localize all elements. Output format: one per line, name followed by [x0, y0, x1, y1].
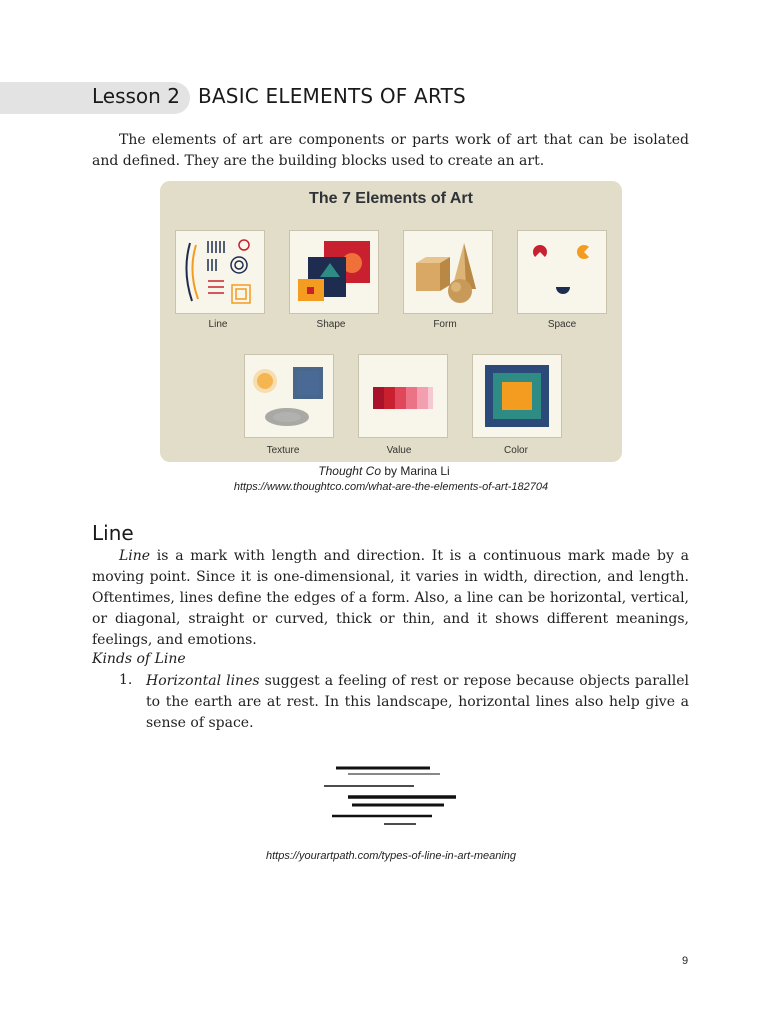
credit-author: by Marina Li	[381, 464, 450, 478]
form-label: Form	[433, 319, 457, 330]
lesson-label: Lesson 2	[92, 84, 180, 108]
line-illustration	[176, 231, 264, 313]
shape-label: Shape	[316, 319, 346, 330]
texture-label: Texture	[266, 445, 300, 456]
infographic-url: https://www.thoughtco.com/what-are-the-elements-of-art-182704	[233, 481, 549, 493]
credit-source: Thought Co	[318, 464, 381, 478]
space-illustration	[518, 231, 606, 313]
kinds-label: Kinds of Line	[92, 651, 186, 667]
list-number: 1.	[119, 672, 133, 688]
color-label: Color	[504, 445, 528, 456]
form-illustration	[404, 231, 492, 313]
figure-url: https://yourartpath.com/types-of-line-in-art-meaning	[265, 850, 517, 862]
value-tile	[358, 354, 448, 438]
elements-infographic	[160, 181, 622, 462]
value-label: Value	[386, 445, 412, 456]
horizontal-lines-figure	[318, 760, 463, 830]
line-tile	[175, 230, 265, 314]
line-paragraph	[92, 546, 689, 651]
texture-illustration	[245, 355, 333, 437]
form-tile	[403, 230, 493, 314]
page-title: BASIC ELEMENTS OF ARTS	[198, 84, 466, 108]
color-illustration	[473, 355, 561, 437]
line-definition: is a mark with length and direction. It is a continuous mark made by a moving point. Since it is one-dimensional, it varies in width, direction, and length. Oftentimes, lines define the edges of a form. Also, a line can be horizontal, vertical, or diagonal, straight or curved, thick or thin, and it shows different meanings, feelings, and emotions.	[92, 548, 689, 648]
value-illustration	[359, 355, 447, 437]
shape-tile	[289, 230, 379, 314]
texture-tile	[244, 354, 334, 438]
color-tile	[472, 354, 562, 438]
image-credit	[0, 464, 768, 478]
page-number: 9	[682, 955, 689, 967]
shape-illustration	[290, 231, 378, 313]
intro-paragraph: The elements of art are components or parts work of art that can be isolated and defined. They are the building blocks used to create an art.	[92, 132, 689, 169]
infographic-title: The 7 Elements of Art	[309, 190, 473, 207]
list-item-text: suggest a feeling of rest or repose because objects parallel to the earth are at rest. In this landscape, horizontal lines also help give a sense of space.	[146, 673, 689, 731]
space-tile	[517, 230, 607, 314]
space-label: Space	[547, 319, 577, 330]
line-term: Line	[119, 548, 151, 564]
line-label: Line	[208, 319, 228, 330]
section-title: Line	[92, 521, 134, 545]
list-item-term: Horizontal lines	[146, 673, 260, 689]
list-item	[146, 671, 689, 734]
